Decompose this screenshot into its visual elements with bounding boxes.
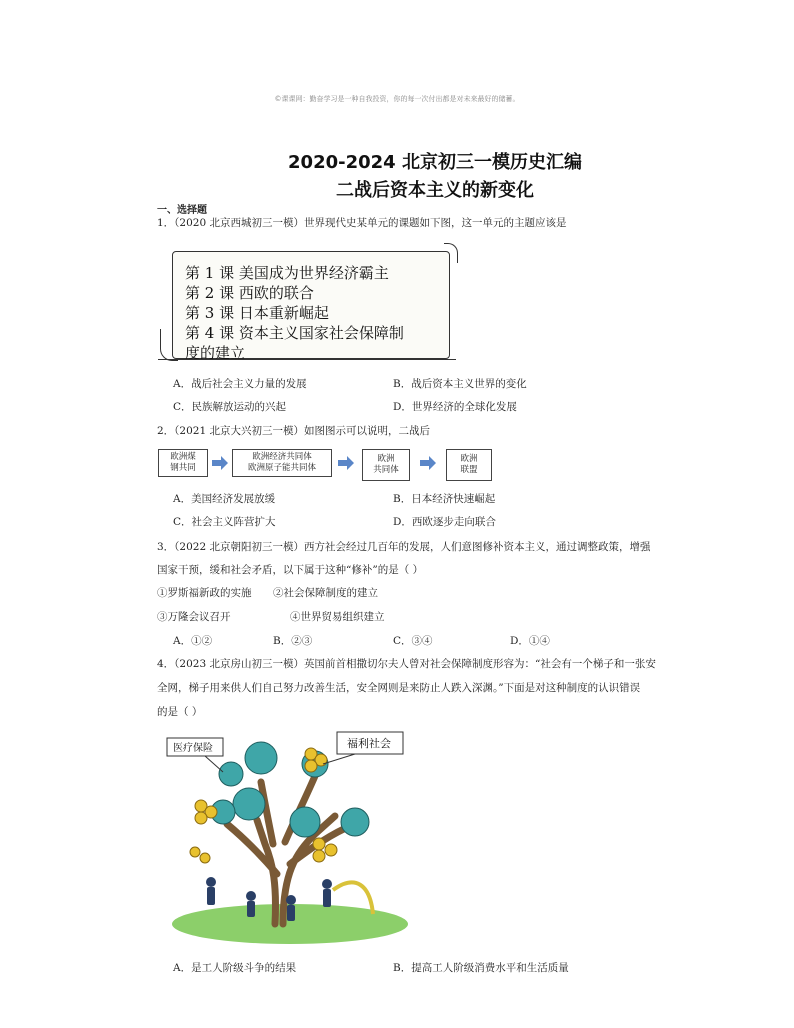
medical-label-pointer xyxy=(205,756,223,772)
q1-stem: 1．（2020 北京西城初三一模）世界现代史某单元的课题如下图，这一单元的主题应该是 xyxy=(157,217,567,229)
scroll-curl-right xyxy=(444,243,458,263)
q3-item-2: ②社会保障制度的建立 xyxy=(273,587,378,599)
q3-option-b[interactable]: B．②③ xyxy=(273,635,313,647)
flow-box-ec xyxy=(362,449,410,481)
flow-arrow-3 xyxy=(420,456,436,470)
q4-stem-line1: 4．（2023 北京房山初三一模）英国前首相撒切尔夫人曾对社会保障制度形容为：“社会有一个梯子和一张安 xyxy=(157,658,656,670)
q3-item-3: ③万隆会议召开 xyxy=(157,611,231,623)
scroll-line-4: 第 4 课 资本主义国家社会保障制 xyxy=(185,324,404,342)
welfare-society-label: 福利社会 xyxy=(347,737,391,750)
flow-box-ec-line2: 共同体 xyxy=(373,465,399,475)
flow-box-ecsc-line1: 欧洲煤 xyxy=(170,452,196,462)
flow-box-ecsc-line2: 钢共同 xyxy=(170,463,196,473)
flow-box-eec xyxy=(232,449,332,477)
q3-stem-line2: 国家干预，缓和社会矛盾，以下属于这种“修补”的是（ ） xyxy=(157,564,424,576)
header-note: ©课课网：勤奋学习是一种自我投资，你的每一次付出都是对未来最好的储蓄。 xyxy=(274,95,520,103)
q4-stem-line2: 全网，梯子用来供人们自己努力改善生活，安全网则是来防止人跌入深渊。”下面是对这种制度的认识错误 xyxy=(157,682,641,694)
q3-option-c[interactable]: C．③④ xyxy=(393,635,433,647)
q4-stem-line3: 的是（ ） xyxy=(157,706,203,718)
scroll-line-5: 度的建立 xyxy=(185,344,246,362)
q3-option-a[interactable]: A．①② xyxy=(173,635,213,647)
welfare-label-pointer xyxy=(323,754,355,764)
section-heading: 一、选择题 xyxy=(157,205,207,216)
scroll-line-1: 第 1 课 美国成为世界经济霸主 xyxy=(185,264,389,282)
q1-option-a[interactable]: A．战后社会主义力量的发展 xyxy=(173,378,307,390)
q3-item-4: ④世界贸易组织建立 xyxy=(290,611,385,623)
flow-box-eu xyxy=(446,449,492,481)
flow-box-ec-line1: 欧洲 xyxy=(377,454,395,464)
q3-option-d[interactable]: D．①④ xyxy=(510,635,550,647)
flow-box-eec-line1: 欧洲经济共同体 xyxy=(252,452,312,462)
flow-box-eec-line2: 欧洲原子能共同体 xyxy=(247,463,316,473)
q3-stem-line1: 3．（2022 北京朝阳初三一模）西方社会经过几百年的发展，人们意图修补资本主义，通过调整政策，增强 xyxy=(157,541,651,553)
q2-option-d[interactable]: D．西欧逐步走向联合 xyxy=(393,516,496,528)
scroll-curl-left xyxy=(160,329,178,361)
q4-option-b[interactable]: B．提高工人阶级消费水平和生活质量 xyxy=(393,962,569,974)
flow-arrow-2 xyxy=(338,456,354,470)
medical-insurance-label: 医疗保险 xyxy=(173,743,213,754)
welfare-tree-illustration xyxy=(165,724,415,946)
q3-item-1: ①罗斯福新政的实施 xyxy=(157,587,252,599)
page-title: 2020-2024 北京初三一模历史汇编 xyxy=(288,152,582,173)
q1-scroll-figure xyxy=(158,243,456,369)
q1-option-b[interactable]: B．战后资本主义世界的变化 xyxy=(393,378,527,390)
turquoise-leaves xyxy=(211,742,369,837)
q1-option-c[interactable]: C．民族解放运动的兴起 xyxy=(173,401,287,413)
scroll-baseline xyxy=(158,359,456,360)
q2-option-a[interactable]: A．美国经济发展放缓 xyxy=(173,493,276,505)
q2-stem: 2．（2021 北京大兴初三一模）如图图示可以说明，二战后 xyxy=(157,425,430,437)
page-subtitle: 二战后资本主义的新变化 xyxy=(336,180,534,201)
q2-option-b[interactable]: B．日本经济快速崛起 xyxy=(393,493,496,505)
q2-option-c[interactable]: C．社会主义阵营扩大 xyxy=(173,516,276,528)
flow-box-eu-line2: 联盟 xyxy=(460,465,478,475)
flow-arrow-1 xyxy=(212,456,228,470)
flow-box-eu-line1: 欧洲 xyxy=(460,454,478,464)
flow-box-ecsc xyxy=(158,449,208,477)
q1-option-d[interactable]: D．世界经济的全球化发展 xyxy=(393,401,517,413)
scroll-line-3: 第 3 课 日本重新崛起 xyxy=(185,304,329,322)
q4-option-a[interactable]: A．是工人阶级斗争的结果 xyxy=(173,962,297,974)
scroll-line-2: 第 2 课 西欧的联合 xyxy=(185,284,314,302)
